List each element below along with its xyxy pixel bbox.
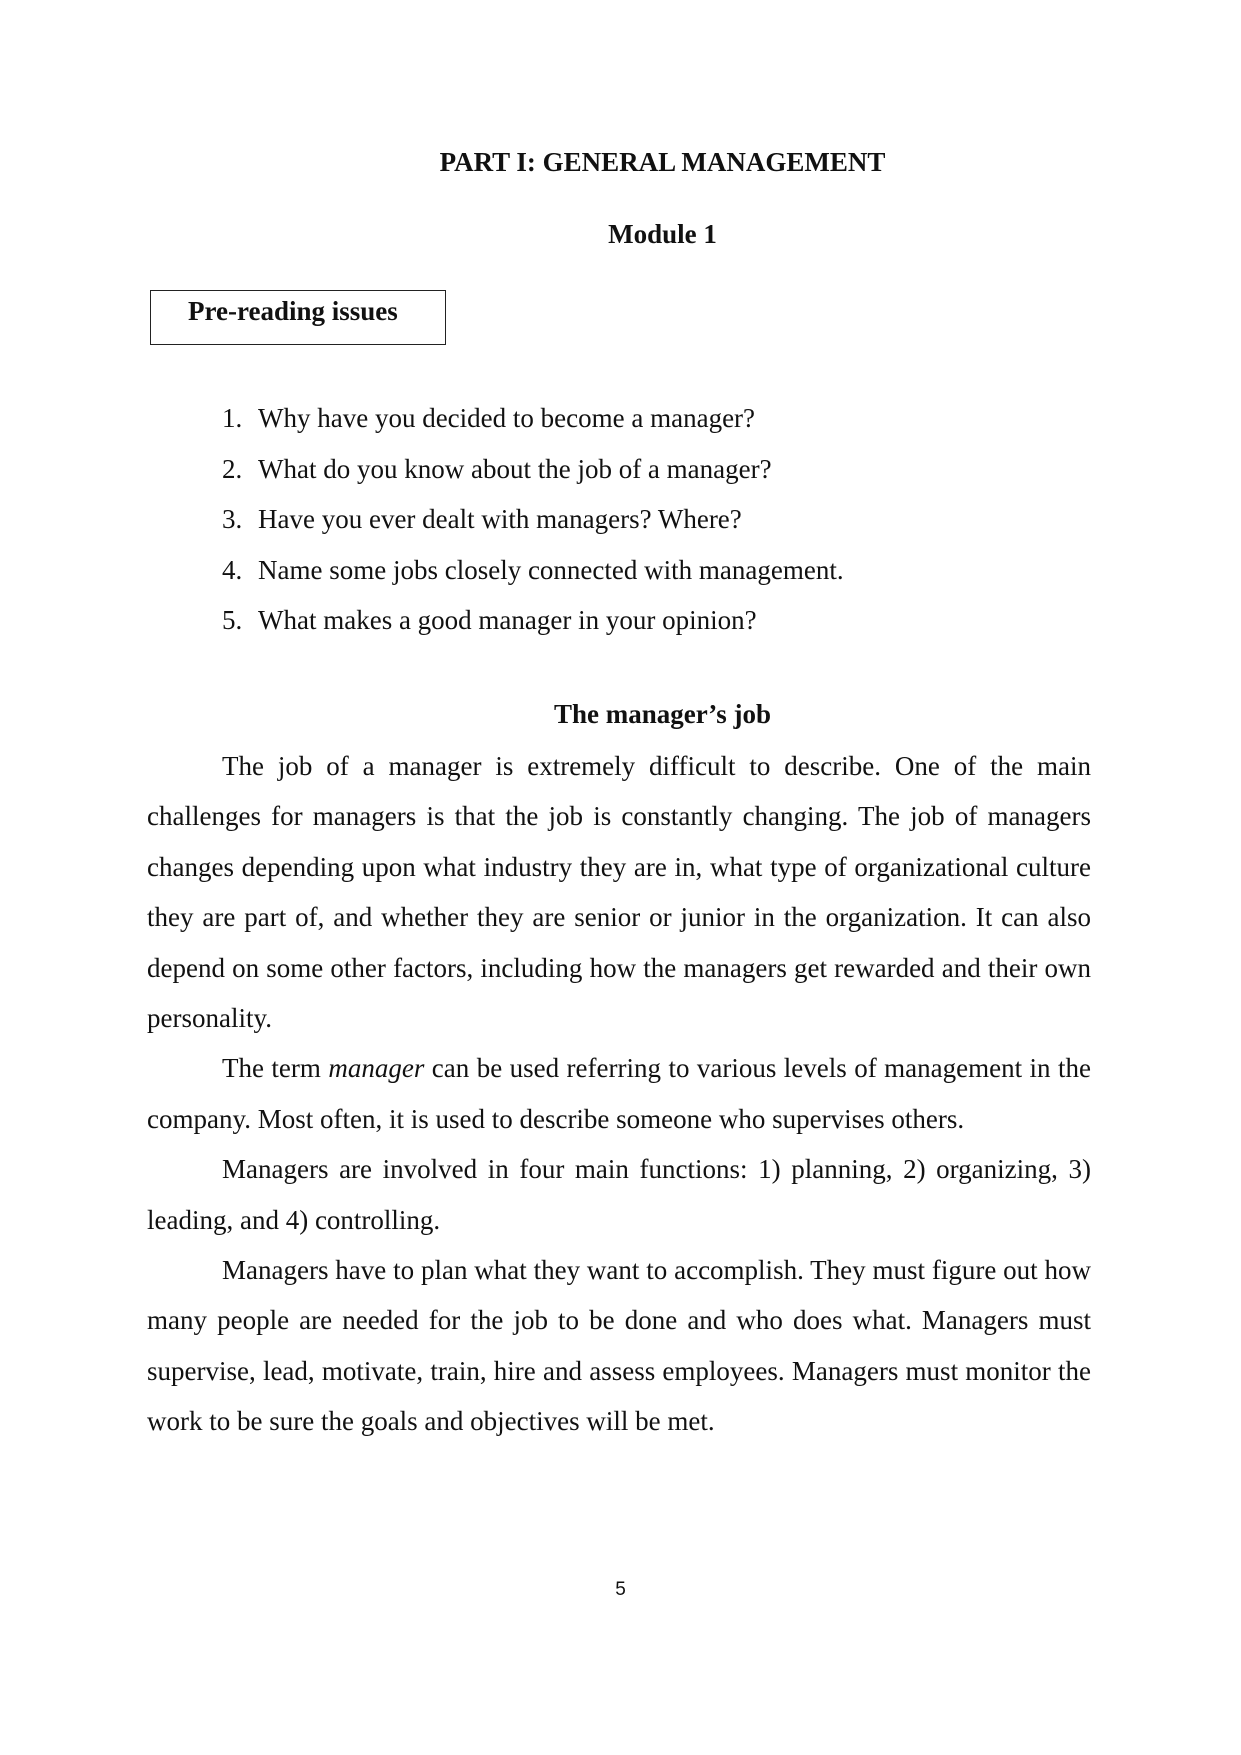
list-item-number: 4. <box>222 554 243 585</box>
list-item-text: Have you ever dealt with managers? Where? <box>258 504 742 534</box>
list-item <box>222 545 844 596</box>
list-item-text: What do you know about the job of a manager? <box>258 453 772 484</box>
paragraph <box>147 1043 1091 1144</box>
paragraph: Managers are involved in four main functions: 1) planning, 2) organizing, 3) leading, and 4) controlling. <box>147 1154 1091 1235</box>
prereading-label: Pre-reading issues <box>188 296 398 326</box>
list-item-number: 2. <box>222 453 243 484</box>
paragraph-text: can be used referring to various levels of management in the company. Most often, it is used to describe someone who supervises others. <box>147 1053 1091 1134</box>
list-item-number: 3. <box>222 504 243 534</box>
list-item <box>222 595 844 646</box>
list-item-text: What makes a good manager in your opinion? <box>258 605 757 635</box>
paragraph: The job of a manager is extremely difficult to describe. One of the main challenges for managers is that the job is constantly changing. The job of managers changes depending upon what industry they are in, what type of organizational culture they are part of, and whether they are senior or junior in the organization. It can also depend on some other factors, including how the managers get rewarded and their own personality. <box>147 751 1091 1034</box>
paragraph: Managers have to plan what they want to accomplish. They must figure out how many people are needed for the job to be done and who does what. Managers must supervise, lead, motivate, train, hire and assess employees. Managers must monitor the work to be sure the goals and objectives will be met. <box>147 1255 1091 1437</box>
page-number: 5 <box>615 1579 626 1600</box>
prereading-list <box>222 393 844 646</box>
module-title: Module 1 <box>608 219 717 249</box>
list-item <box>222 444 844 495</box>
section-body <box>147 741 1091 1447</box>
part-title: PART I: GENERAL MANAGEMENT <box>439 147 886 177</box>
list-item-text: Name some jobs closely connected with management. <box>258 554 844 585</box>
list-item <box>222 494 844 545</box>
list-item-number: 5. <box>222 605 243 635</box>
paragraph-text: The term <box>222 1053 329 1084</box>
list-item-number: 1. <box>222 403 243 433</box>
list-item-text: Why have you decided to become a manager? <box>258 403 756 433</box>
section-title: The manager’s job <box>554 699 771 729</box>
emphasized-term: manager <box>328 1053 425 1084</box>
list-item <box>222 393 844 444</box>
